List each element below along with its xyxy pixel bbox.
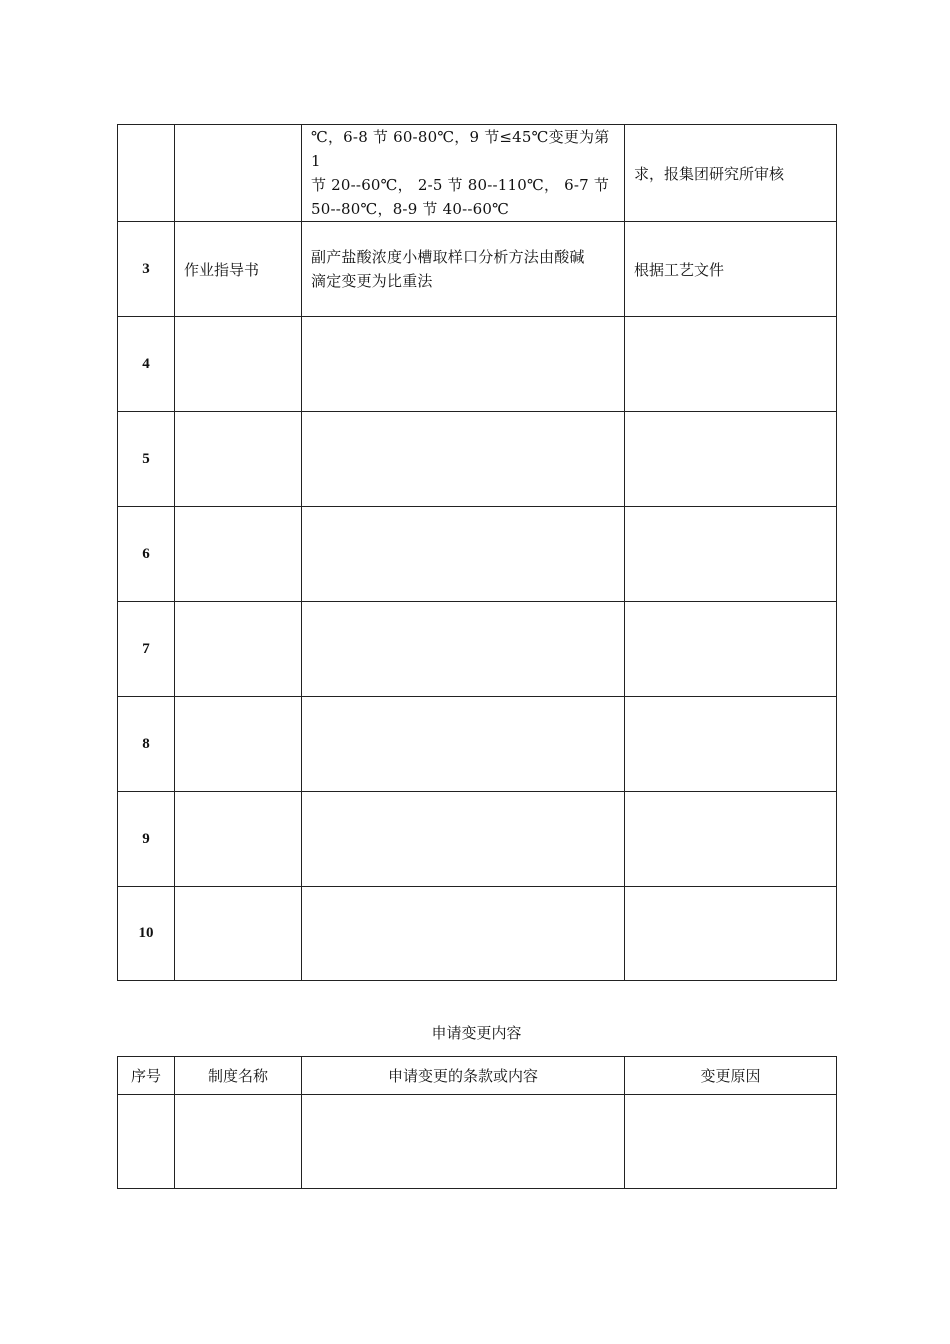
table-row — [118, 317, 837, 412]
change-content — [302, 697, 625, 792]
content-line: ℃，6-8 节 60-80℃，9 节≤45℃变更为第 1 — [311, 128, 610, 170]
change-reason — [625, 887, 837, 981]
content-line: 节 20--60℃， 2-5 节 80--110℃， 6-7 节 — [311, 176, 610, 194]
system-name — [175, 887, 302, 981]
change-content — [302, 222, 625, 317]
change-content — [302, 317, 625, 412]
header-row — [118, 1057, 837, 1095]
row-number — [118, 125, 175, 222]
row-number: 10 — [118, 887, 175, 981]
table-row — [118, 697, 837, 792]
change-request-table — [117, 1056, 837, 1189]
content-line: 滴定变更为比重法 — [311, 272, 433, 290]
system-name — [175, 792, 302, 887]
change-content — [302, 507, 625, 602]
system-name — [175, 317, 302, 412]
change-reason — [625, 792, 837, 887]
system-name — [175, 412, 302, 507]
change-reason — [625, 507, 837, 602]
system-name — [175, 697, 302, 792]
row-number: 9 — [118, 792, 175, 887]
table-row — [118, 602, 837, 697]
section-title: 申请变更内容 — [431, 1024, 522, 1042]
change-reason — [625, 697, 837, 792]
change-reason — [625, 317, 837, 412]
change-content — [302, 792, 625, 887]
change-content — [302, 887, 625, 981]
row-number: 7 — [118, 602, 175, 697]
row-number: 6 — [118, 507, 175, 602]
system-name — [175, 125, 302, 222]
table-row — [118, 222, 837, 317]
system-name: 作业指导书 — [175, 222, 302, 317]
seq-cell — [118, 1095, 175, 1189]
change-reason: 求，报集团研究所审核 — [625, 125, 837, 222]
table-row — [118, 125, 837, 222]
change-content — [302, 125, 625, 222]
header-name: 制度名称 — [175, 1057, 302, 1095]
content-line: 副产盐酸浓度小槽取样口分析方法由酸碱 — [311, 248, 585, 266]
change-content — [302, 412, 625, 507]
change-record-table — [117, 124, 837, 981]
header-seq: 序号 — [118, 1057, 175, 1095]
table-row — [118, 887, 837, 981]
content-line: 50--80℃，8-9 节 40--60℃ — [311, 200, 510, 218]
header-content: 申请变更的条款或内容 — [302, 1057, 625, 1095]
table-row — [118, 792, 837, 887]
reason-cell — [625, 1095, 837, 1189]
content-cell — [302, 1095, 625, 1189]
name-cell — [175, 1095, 302, 1189]
change-reason — [625, 602, 837, 697]
system-name — [175, 507, 302, 602]
change-content — [302, 602, 625, 697]
system-name — [175, 602, 302, 697]
row-number: 4 — [118, 317, 175, 412]
header-reason: 变更原因 — [625, 1057, 837, 1095]
table-row — [118, 507, 837, 602]
table-row — [118, 1095, 837, 1189]
row-number: 3 — [118, 222, 175, 317]
row-number: 8 — [118, 697, 175, 792]
change-reason: 根据工艺文件 — [625, 222, 837, 317]
row-number: 5 — [118, 412, 175, 507]
table-row — [118, 412, 837, 507]
change-reason — [625, 412, 837, 507]
